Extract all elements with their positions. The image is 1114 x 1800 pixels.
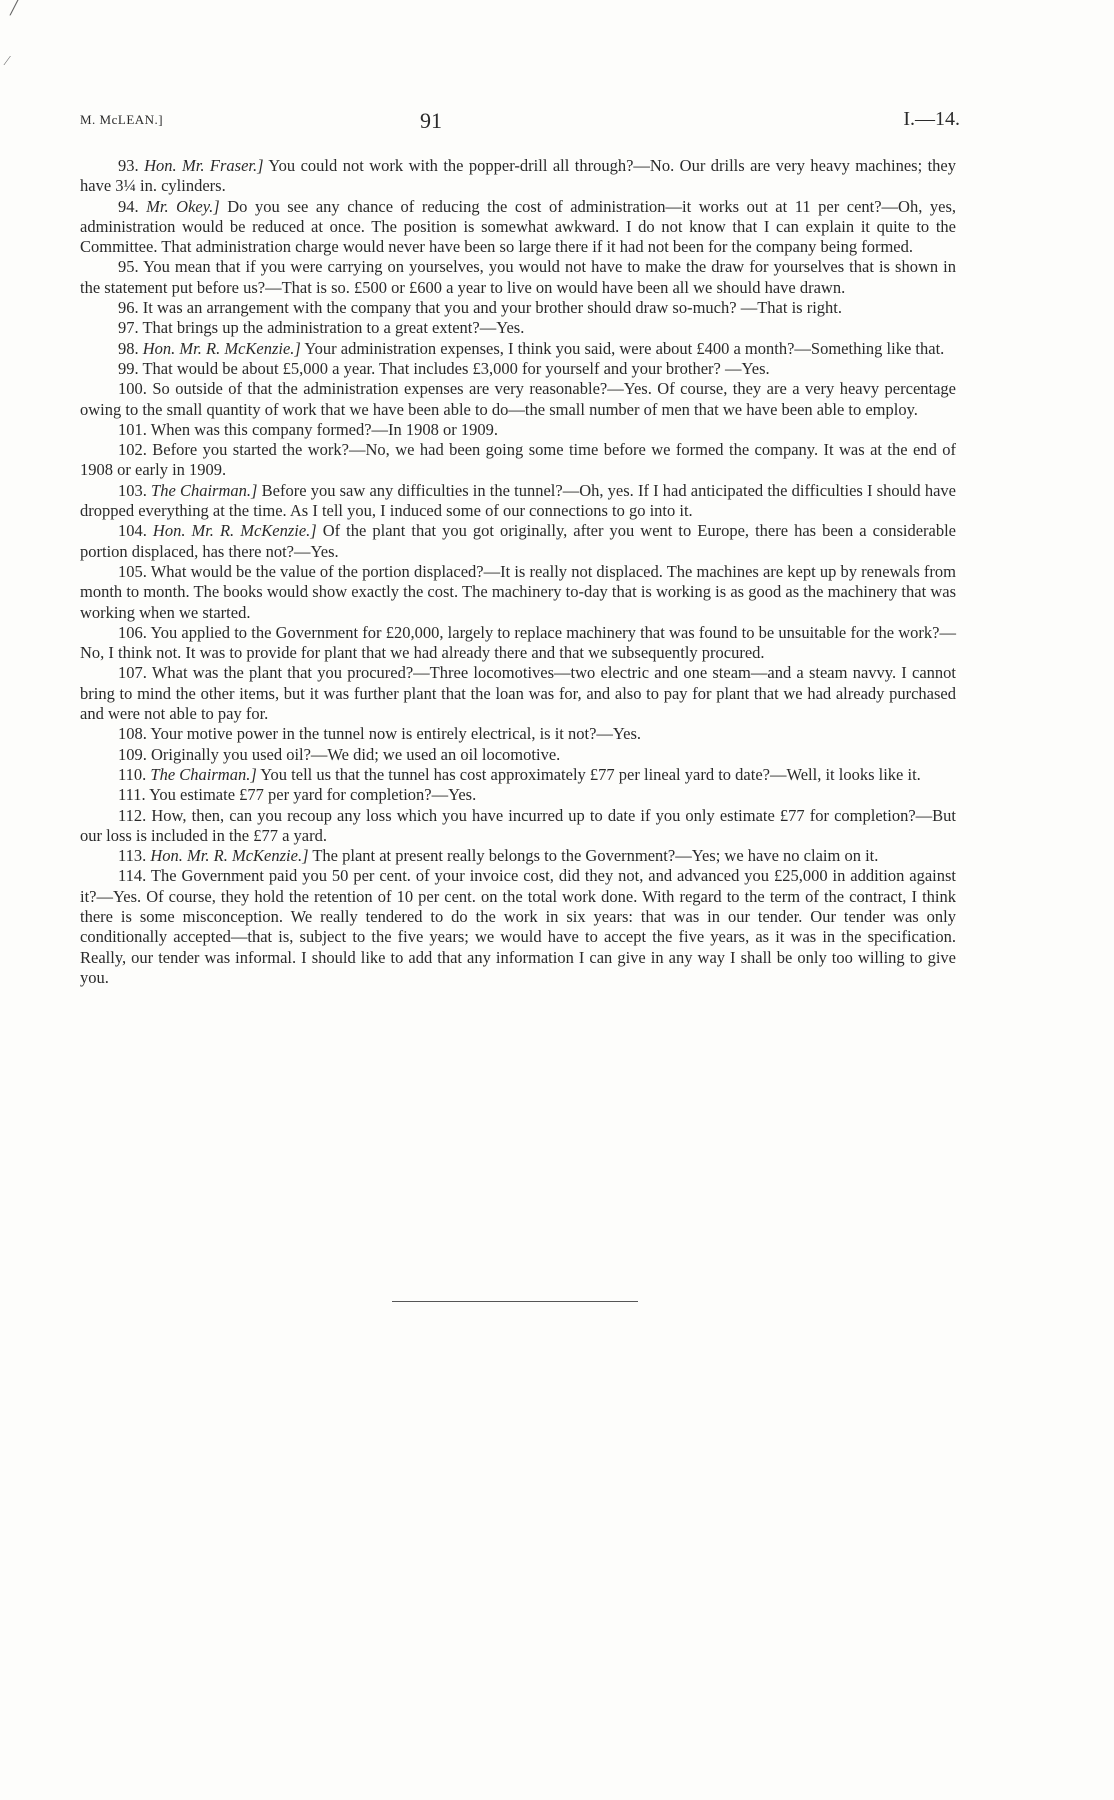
question-number: 110. — [118, 764, 147, 784]
question-number: 98. — [118, 338, 139, 358]
question-number: 95. — [118, 257, 139, 277]
question-paragraph — [80, 197, 956, 258]
question-answer-text: You applied to the Government for £20,000, largely to replace machinery that was found to be unsuitable for the work?—No, I think not. It was to provide for plant that we had already there and that we subsequently procured. — [80, 622, 956, 663]
question-answer-text: The Government paid you 50 per cent. of your invoice cost, did they not, and advanced you £25,000 in addition against it?—Yes. Of course, they hold the retention of 10 per cent. on the total work done. With regard to the term of the contract, I think there is some misconception. We really tendered to do the work in six years: that was in our tender. Our tender was only conditionally accepted—that is, subject to the five years; we would have to accept the five years, as it was in the specification. Really, our tender was informal. I should like to add that any information I can give in any way I shall be only too willing to give you. — [80, 866, 957, 987]
question-answer-text: It was an arrangement with the company that you and your brother should draw so-much? —That is right. — [142, 298, 842, 318]
header-witness: M. McLEAN.] — [80, 112, 164, 127]
question-answer-text: That brings up the administration to a great extent?—Yes. — [142, 318, 525, 338]
question-number: 114. — [118, 866, 147, 886]
question-paragraph — [80, 481, 956, 522]
question-paragraph — [80, 440, 956, 481]
question-answer-text: Before you saw any difficulties in the tunnel?—Oh, yes. If I had anticipated the difficulties I should have dropped everything at the time. As I tell you, I induced some of our connections to go into it. — [80, 480, 956, 521]
question-number: 113. — [118, 846, 147, 866]
question-paragraph — [80, 663, 956, 724]
speaker-name: Hon. Mr. R. McKenzie.] — [142, 338, 301, 358]
speaker-name: Hon. Mr. R. McKenzie.] — [150, 846, 309, 866]
question-paragraph — [80, 339, 956, 359]
parliamentary-paper-ref: I.—14. — [903, 108, 960, 130]
question-paragraph — [80, 562, 956, 623]
question-number: 105. — [118, 561, 147, 581]
page-number: 91 — [420, 108, 442, 133]
question-number: 97. — [118, 318, 139, 338]
question-paragraph — [80, 765, 956, 785]
question-number: 107. — [118, 663, 147, 683]
question-paragraph — [80, 846, 956, 866]
question-answer-text: You tell us that the tunnel has cost approximately £77 per lineal yard to date?—Well, it looks like it. — [260, 764, 921, 784]
question-paragraph — [80, 420, 956, 440]
question-paragraph — [80, 724, 956, 744]
question-answer-text: Do you see any chance of reducing the cost of administration—it works out at 11 per cent?—Oh, yes, administration would be reduced at once. The position is somewhat awkward. I do not know that I can explain it quite to the Committee. That administration charge would never have been so large there if it had not been for the company being formed. — [80, 196, 957, 257]
question-number: 106. — [118, 622, 147, 642]
question-paragraph — [80, 785, 956, 805]
question-number: 101. — [118, 419, 147, 439]
question-answer-text: That would be about £5,000 a year. That includes £3,000 for yourself and your brother? —Yes. — [142, 358, 770, 378]
speaker-name: Hon. Mr. Fraser.] — [144, 156, 264, 175]
question-answer-text: So outside of that the administration expenses are very reasonable?—Yes. Of course, they are a very heavy percentage owing to the small quantity of work that we have been able to do—the small number of men that we have been able to employ. — [80, 379, 957, 419]
question-paragraph — [80, 379, 956, 420]
question-number: 111. — [118, 785, 146, 805]
question-answer-text: You could not work with the popper-drill all through?—No. Our drills are very heavy machines; they have 3¼ in. cylinders. — [80, 156, 957, 196]
speaker-name: Mr. Okey.] — [146, 196, 220, 216]
question-paragraph — [80, 806, 956, 847]
page-header — [80, 108, 960, 138]
evidence-text — [80, 156, 956, 988]
question-paragraph — [80, 521, 956, 562]
question-number: 94. — [118, 196, 139, 216]
question-paragraph — [80, 298, 956, 318]
question-number: 109. — [118, 744, 147, 764]
question-number: 108. — [118, 724, 147, 744]
scan-mark-top: ╱ — [10, 1, 19, 16]
question-answer-text: When was this company formed?—In 1908 or 1909. — [150, 419, 499, 439]
question-answer-text: How, then, can you recoup any loss which you have incurred up to date if you only estimate £77 for completion?—But our loss is included in the £77 a yard. — [80, 805, 957, 845]
question-paragraph — [80, 318, 956, 338]
speaker-name: The Chairman.] — [151, 480, 258, 500]
question-answer-text: The plant at present really belongs to the Government?—Yes; we have no claim on it. — [312, 846, 879, 866]
question-answer-text: Before you started the work?—No, we had been going some time before we formed the company. It was at the end of 1908 or early in 1909. — [80, 440, 956, 480]
question-number: 93. — [118, 156, 139, 175]
question-number: 104. — [118, 521, 147, 541]
question-answer-text: Your administration expenses, I think you said, were about £400 a month?—Something like that. — [304, 338, 945, 358]
question-paragraph — [80, 866, 956, 988]
question-paragraph — [80, 156, 956, 197]
question-paragraph — [80, 745, 956, 765]
speaker-name: The Chairman.] — [150, 764, 257, 784]
question-answer-text: What was the plant that you procured?—Three locomotives—two electric and one steam—and a steam navvy. I cannot bring to mind the other items, but it was further plant that the loan was for, and also to pay for plant that we had already purchased and were not able to pay for. — [80, 663, 957, 724]
question-number: 112. — [118, 805, 147, 825]
question-answer-text: Originally you used oil?—We did; we used an oil locomotive. — [151, 744, 561, 764]
question-answer-text: Of the plant that you got originally, after you went to Europe, there has been a considerable portion displaced, has there not?—Yes. — [80, 521, 956, 561]
speaker-name: Hon. Mr. R. McKenzie.] — [152, 521, 317, 541]
question-paragraph — [80, 359, 956, 379]
question-number: 102. — [118, 440, 147, 460]
question-answer-text: You mean that if you were carrying on yourselves, you would not have to make the draw for yourselves that is shown in the statement put before us?—That is so. £500 or £600 a year to live on would have been all we should have drawn. — [80, 257, 957, 297]
question-answer-text: You estimate £77 per yard for completion?—Yes. — [149, 785, 477, 805]
question-answer-text: Your motive power in the tunnel now is entirely electrical, is it not?—Yes. — [150, 724, 642, 744]
question-answer-text: What would be the value of the portion displaced?—It is really not displaced. The machines are kept up by renewals from month to month. The books would show exactly the cost. The machinery to-day that is working is as good as the machinery that was working when we started. — [80, 561, 956, 622]
question-number: 103. — [118, 480, 147, 500]
question-number: 99. — [118, 358, 139, 378]
question-paragraph — [80, 623, 956, 664]
question-paragraph — [80, 257, 956, 298]
question-number: 96. — [118, 298, 139, 318]
question-number: 100. — [118, 379, 147, 399]
scan-mark-side: ⁄ — [6, 54, 9, 69]
end-rule — [392, 1301, 638, 1302]
